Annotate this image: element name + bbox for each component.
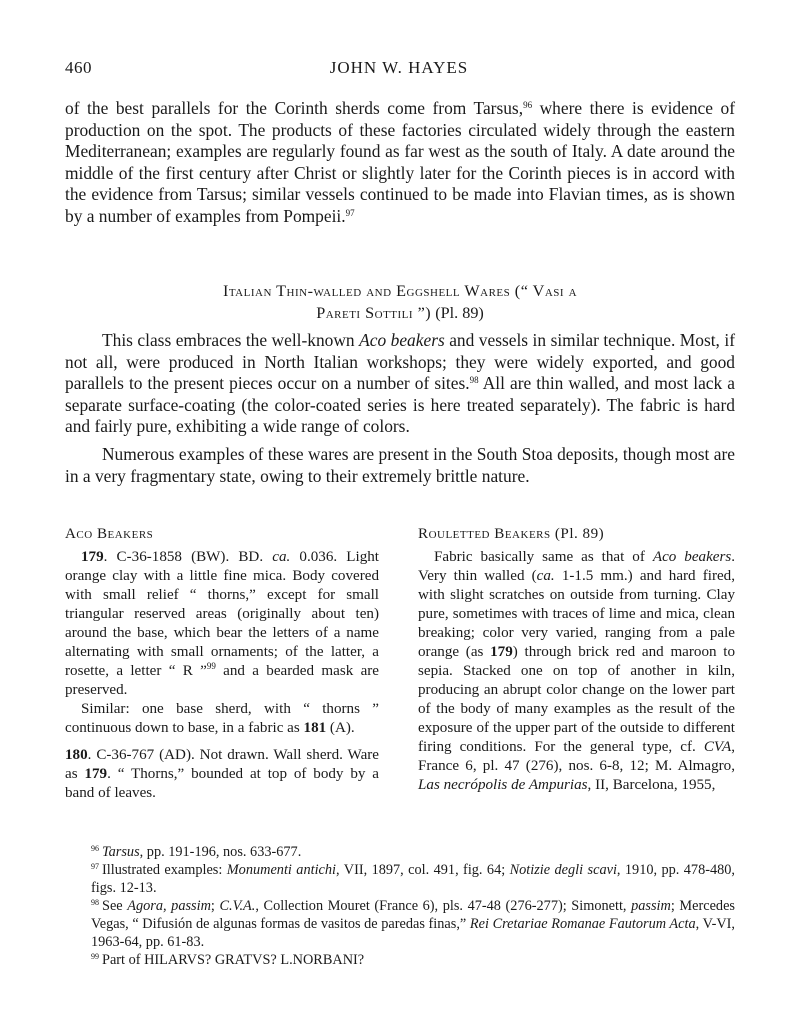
- running-head-author: JOHN W. HAYES: [329, 58, 469, 77]
- left-column: [65, 525, 379, 803]
- intro-paragraph: of the best parallels for the Corinth sherds come from Tarsus,$^{96}$ where there is evidence of production on the spot. The products of these factories circulated widely through the eastern Mediterranean; examples are regularly found as far west as the south of Italy. A date around the middle of the first century after Christ or slightly later for the Corinth pieces is in accord with the evidence from Tarsus; similar vessels continued to be made into Flavian times, as is shown by a number of examples from Pompeii.$^{97}$: [65, 98, 736, 226]
- catalogue-entry-180: 180. C-36-767 (AD). Not drawn. Wall sherd. Ware as 179. “ Thorns,” bounded at top of body by a band of leaves.: [65, 747, 379, 801]
- catalogue-entry-179: 179. C-36-1858 (BW). BD. ca. 0.036. Light orange clay with a little fine mica. Body covered with small relief “ thorns,” except for small triangular reserved areas (originally about ten) around the base, which bear the letters of a name alternating with small ornaments; of the latter, a rosette, a letter “ R ”$^{99}$ and a bearded mask are preserved.: [65, 549, 379, 698]
- section-paragraph-2: Numerous examples of these wares are present in the South Stoa deposits, though most are in a very fragmentary state, owing to their extremely brittle nature.: [65, 443, 735, 486]
- page-number: 460: [65, 58, 92, 77]
- footnote-ref-99[interactable]: 99: [206, 661, 216, 671]
- footnote-99: $^{99}$ Part of HILARVS? GRATVS? L.NORBANI?: [91, 952, 365, 968]
- footnote-97: $^{97}$ Illustrated examples: Monumenti antichi, VII, 1897, col. 491, fig. 64; Notizie degli scavi, 1910, pp. 478-480, figs. 12-13.: [91, 862, 736, 896]
- similar-note: Similar: one base sherd, with “ thorns ” continuous down to base, in a fabric as 181 (A).: [65, 701, 379, 736]
- footnote-ref-98[interactable]: 98: [469, 375, 479, 386]
- section-title: [65, 280, 735, 324]
- footnotes: [65, 843, 735, 969]
- running-header: [65, 58, 733, 82]
- right-column: [418, 525, 735, 795]
- section-body: [65, 330, 735, 487]
- footnote-96: $^{96}$ Tarsus, pp. 191-196, nos. 633-677.: [91, 844, 302, 860]
- section-paragraph-1: This class embraces the well-known Aco beakers and vessels in similar technique. Most, if not all, were produced in North Italian workshops; they were widely exported, and good parallels to the present pieces occur on a number of sites.$^{98}$ All are thin walled, and most lack a separate surface-coating (the color-coated series is here treated separately). The fabric is hard and fairly pure, exhibiting a wide range of colors.: [65, 330, 735, 437]
- rouletted-beakers-heading: Rouletted Beakers (Pl. 89): [418, 526, 605, 542]
- footnote-98: $^{98}$ See Agora, passim; C.V.A., Collection Mouret (France 6), pls. 47-48 (276-277); Simonett, passim; Mercedes Vegas, “ Difusión de algunas formas de vasitos de paredas finas,” Rei Cretariae Romanae Fautorum Acta, V-VI, 1963-64, pp. 61-83.: [91, 898, 735, 950]
- section-title-line-2: Pareti Sottili ”) (Pl. 89): [316, 304, 484, 322]
- rouletted-beakers-text: Fabric basically same as that of Aco beakers. Very thin walled (ca. 1-1.5 mm.) and hard fired, with slight scratches on outside from turning. Clay pure, sometimes with traces of lime and mica, clean breaking; color very varied, ranging from a pale orange (as 179) through brick red and maroon to sepia. Stacked one on top of another in kiln, producing an abrupt color change on the lower part of the body of many examples as the result of the exposure of the upper part of the outside to different firing conditions. For the general type, cf. CVA, France 6, pl. 47 (276), nos. 6-8, 12; M. Almagro, Las necrópolis de Ampurias, II, Barcelona, 1955,: [418, 549, 736, 793]
- footnote-ref-97[interactable]: 97: [345, 207, 355, 218]
- intro-text: [65, 98, 735, 228]
- section-title-line-1: Italian Thin-walled and Eggshell Wares (“ Vasi a: [222, 282, 578, 300]
- footnote-ref-96[interactable]: 96: [523, 100, 533, 110]
- aco-beakers-heading: Aco Beakers: [65, 526, 154, 542]
